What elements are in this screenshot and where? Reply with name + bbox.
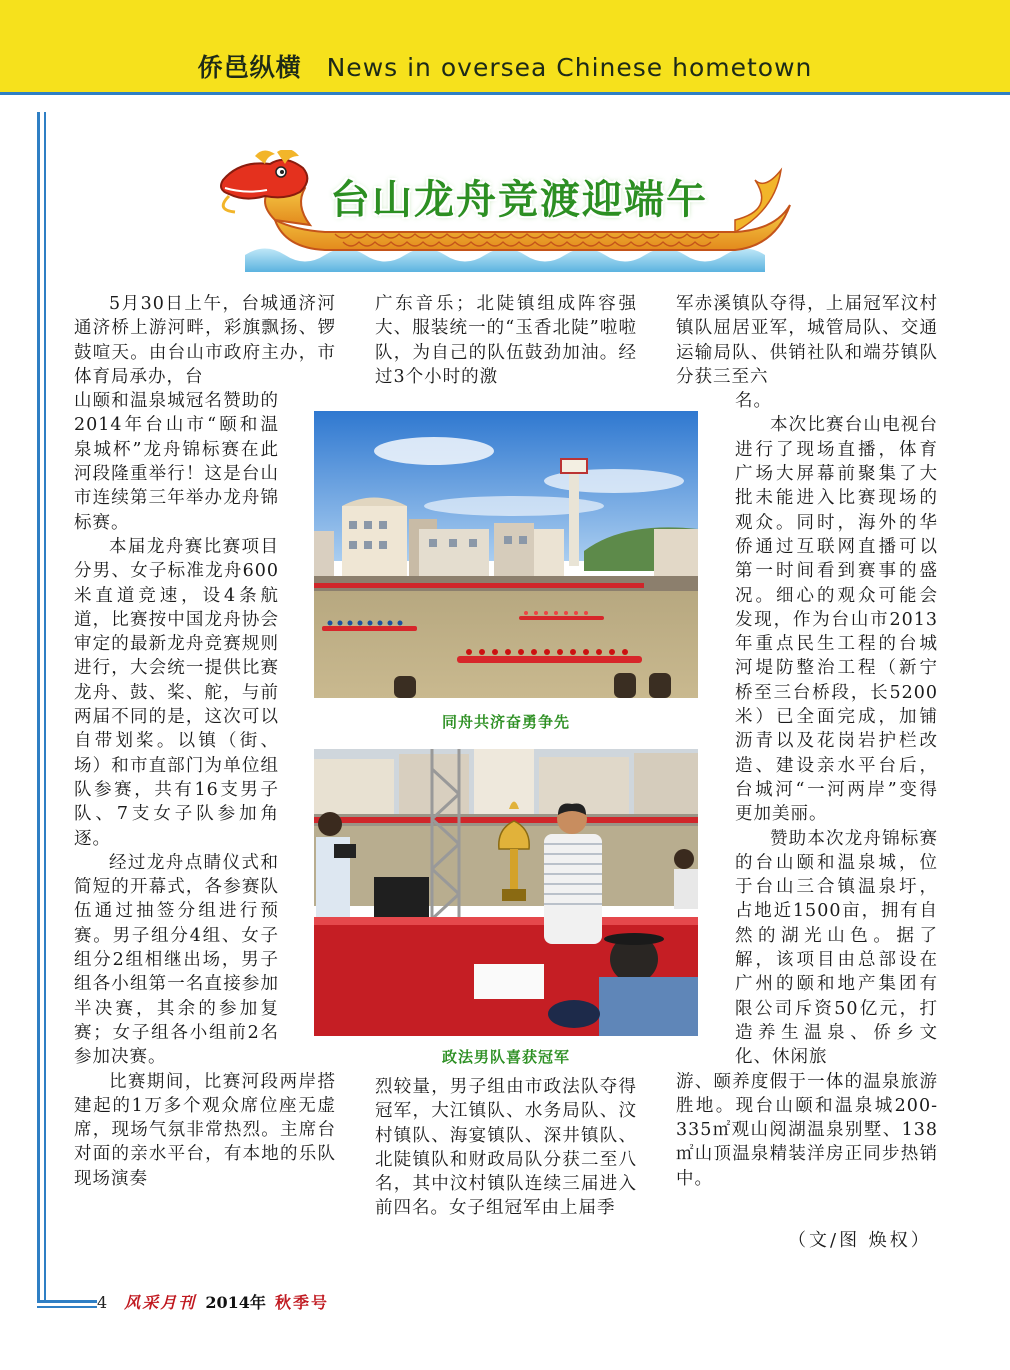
paragraph: 广东音乐；北陡镇组成阵容强大、服装统一的“玉香北陡”啦啦队，为自己的队伍鼓劲加油。经过3个小时的激	[375, 294, 637, 387]
section-header	[0, 48, 1010, 84]
column-3	[676, 292, 938, 1191]
paragraph: 5月30日上午，台城通济河通济桥上游河畔，彩旗飘扬、锣鼓喧天。由台山市政府主办，市体育局承办，台	[74, 294, 336, 387]
author-credit: （文/图 焕权）	[788, 1230, 932, 1251]
issue-year: 2014年	[205, 1293, 266, 1312]
column-2-bottom	[375, 1075, 637, 1221]
page-footer	[97, 1290, 329, 1313]
column-1	[74, 292, 336, 1191]
article-title: 台山龙舟竞渡迎端午	[330, 177, 708, 223]
photo-trophy-ceremony	[314, 749, 698, 1036]
photo-caption: 同舟共济奋勇争先	[441, 713, 570, 731]
header-rule	[0, 92, 1010, 95]
paragraph: 烈较量，男子组由市政法队夺得冠军，大江镇队、水务局队、汶村镇队、海宴镇队、深井镇队、北陡镇队和财政局队分获二至八名，其中汶村镇队连续三届进入前四名。女子组冠军由上届季	[375, 1077, 637, 1219]
paragraph: 山颐和温泉城冠名赞助的2014年台山市“颐和温泉城杯”龙舟锦标赛在此河段隆重举行！这是台山市连续第三年举办龙舟锦标赛。	[74, 391, 279, 533]
paragraph: 经过龙舟点睛仪式和简短的开幕式，各参赛队伍通过抽签分组进行预赛。男子组分4组、女子组分2组相继出场，男子组各小组第一名直接参加半决赛，其余的参加复赛；女子组各小组前2名参加决赛。	[74, 852, 279, 1068]
section-title-en: News in oversea Chinese hometown	[326, 53, 813, 82]
margin-rule	[37, 112, 40, 1302]
column-2-top	[375, 292, 637, 389]
photo-dragon-boat-race	[314, 411, 698, 698]
paragraph: 本次比赛台山电视台进行了现场直播，体育广场大屏幕前聚集了大批未能进入比赛现场的观众。同时，海外的华侨通过互联网直播可以第一时间看到赛事的盛况。细心的观众可能会发现，作为台山市2013年重点民生工程的台城河堤防整治工程（新宁桥至三台桥段，长5200米）已全面完成，加铺沥青以及花岗岩护栏改造、建设亲水平台后，台城河“一河两岸”变得更加美丽。	[735, 415, 938, 825]
magazine-name: 风采月刊	[124, 1293, 197, 1312]
paragraph: 军赤溪镇队夺得，上届冠军汶村镇队屈居亚军，城管局队、交通运输局队、供销社队和端芬镇队分获三至六	[676, 294, 938, 387]
paragraph: 比赛期间，比赛河段两岸搭建起的1万多个观众席位座无虚席，现场气氛非常热烈。主席台对面的亲水平台，有本地的乐队现场演奏	[74, 1071, 336, 1189]
paragraph: 名。	[735, 391, 772, 412]
footer-rule-inner	[37, 1306, 97, 1308]
section-title-cn: 侨邑纵横	[197, 53, 302, 82]
paragraph: 本届龙舟赛比赛项目分男、女子标准龙舟600米直道竞速，设4条航道，比赛按中国龙舟协会审定的最新龙舟竞赛规则进行，大会统一提供比赛龙舟、鼓、桨、舵，与前两届不同的是，这次可以自带划桨。以镇（街、场）和市直部门为单位组队参赛，共有16支男子队、7支女子队参加角逐。	[74, 536, 279, 849]
page-number: 4	[97, 1293, 108, 1312]
issue-season: 秋季号	[275, 1293, 330, 1312]
paragraph: 赞助本次龙舟锦标赛的台山颐和温泉城，位于台山三合镇温泉圩，占地近1500亩，拥有自然的湖光山色。据了解，该项目由总部设在广州的颐和地产集团有限公司斥资50亿元，打造养生温泉、侨乡文化、休闲旅	[735, 828, 938, 1068]
footer-rule	[37, 1300, 97, 1303]
margin-rule-inner	[44, 112, 46, 1302]
photo-caption: 政法男队喜获冠军	[441, 1048, 570, 1066]
paragraph: 游、颐养度假于一体的温泉旅游胜地。现台山颐和温泉城200-335㎡观山阅湖温泉别墅、138㎡山顶温泉精装洋房正同步热销中。	[676, 1071, 938, 1189]
